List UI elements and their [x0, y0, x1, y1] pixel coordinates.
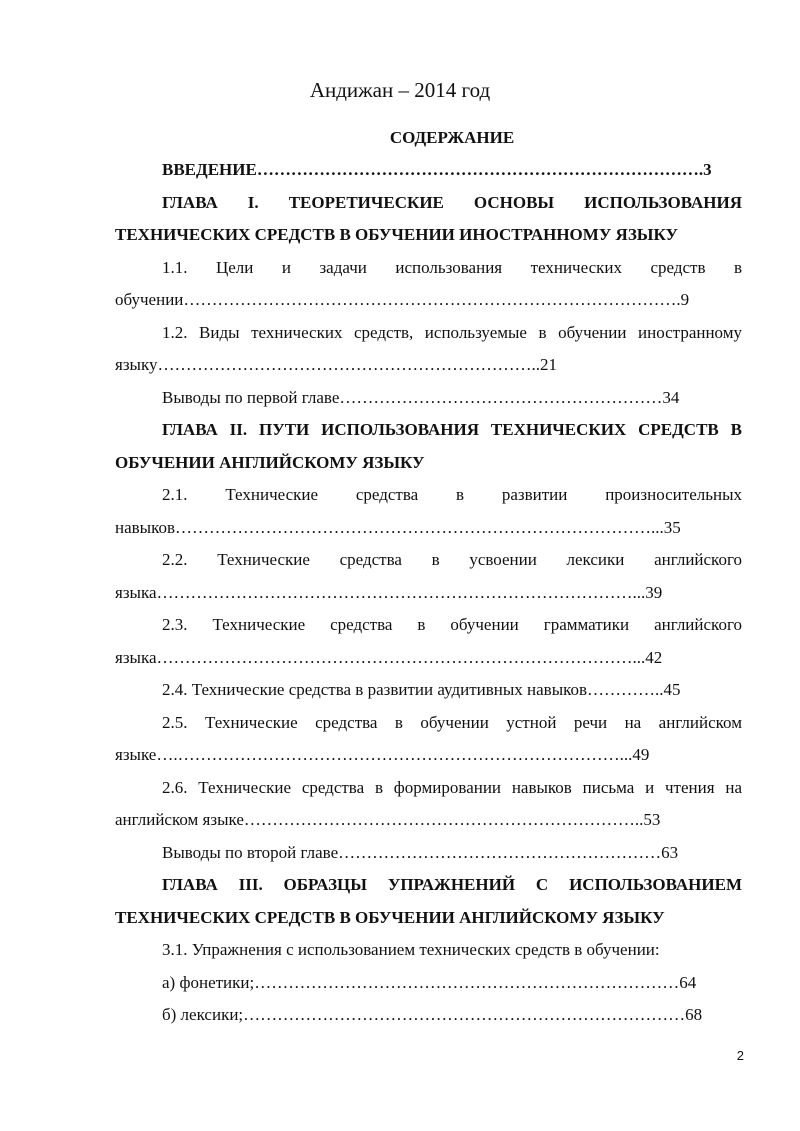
toc-entry-chapter-1-conclusions: Выводы по первой главе…………………………………………………34 — [162, 387, 680, 407]
city-year-line: Андижан – 2014 год — [309, 78, 491, 102]
toc-entry-1-1: 1.1. Цели и задачи использования технических средств в обучении…………………………………………………………………………….9 — [115, 257, 742, 309]
toc-entry-chapter-2: ГЛАВА II. ПУТИ ИСПОЛЬЗОВАНИЯ ТЕХНИЧЕСКИХ СРЕДСТВ В ОБУЧЕНИИ АНГЛИЙСКОМУ ЯЗЫКУ — [115, 420, 742, 472]
toc-entry-chapter-2-conclusions: Выводы по второй главе…………………………………………………63 — [162, 842, 679, 862]
toc-entry-3-1-a: а) фонетики;…………………………………………………………………64 — [162, 972, 697, 992]
toc-entry-chapter-1: ГЛАВА I. ТЕОРЕТИЧЕСКИЕ ОСНОВЫ ИСПОЛЬЗОВАНИЯ ТЕХНИЧЕСКИХ СРЕДСТВ В ОБУЧЕНИИ ИНОСТРАННОМУ ЯЗЫКУ — [115, 192, 742, 244]
toc-title: СОДЕРЖАНИЕ — [389, 128, 515, 147]
toc-entry-3-1: 3.1. Упражнения с использованием технических средств в обучении: — [162, 940, 660, 959]
toc-entry-1-2: 1.2. Виды технических средств, используемые в обучении иностранному языку…………………………………………………………..21 — [115, 322, 742, 374]
page-number: 2 — [736, 1048, 744, 1063]
toc-entry-2-2: 2.2. Технические средства в усвоении лексики английского языка…………………………………………………………………………...39 — [115, 550, 742, 602]
toc-entry-3-1-b: б) лексики;……………………………………………………………………68 — [162, 1005, 703, 1024]
toc-entry-2-3: 2.3. Технические средства в обучении грамматики английского языка…………………………………………………………………………...42 — [115, 615, 742, 667]
toc-entry-2-4: 2.4. Технические средства в развитии аудитивных навыков…………..45 — [162, 680, 681, 699]
toc-entry-2-6: 2.6. Технические средства в формировании навыков письма и чтения на английском языке……………………………………………………………..53 — [115, 777, 742, 829]
toc-entry-2-5: 2.5. Технические средства в обучении устной речи на английском языке….……………………………………………………………………...49 — [115, 712, 742, 764]
toc-entry-chapter-3: ГЛАВА III. ОБРАЗЦЫ УПРАЖНЕНИЙ С ИСПОЛЬЗОВАНИЕМ ТЕХНИЧЕСКИХ СРЕДСТВ В ОБУЧЕНИИ АНГЛИЙСКОМУ ЯЗЫКУ — [115, 875, 742, 927]
toc-entry-introduction: ВВЕДЕНИЕ…………………………………………………………………….3 — [162, 160, 712, 179]
table-of-contents — [115, 154, 742, 1032]
toc-entry-2-1: 2.1. Технические средства в развитии произносительных навыков…………………………………………………………………………...35 — [115, 485, 742, 537]
